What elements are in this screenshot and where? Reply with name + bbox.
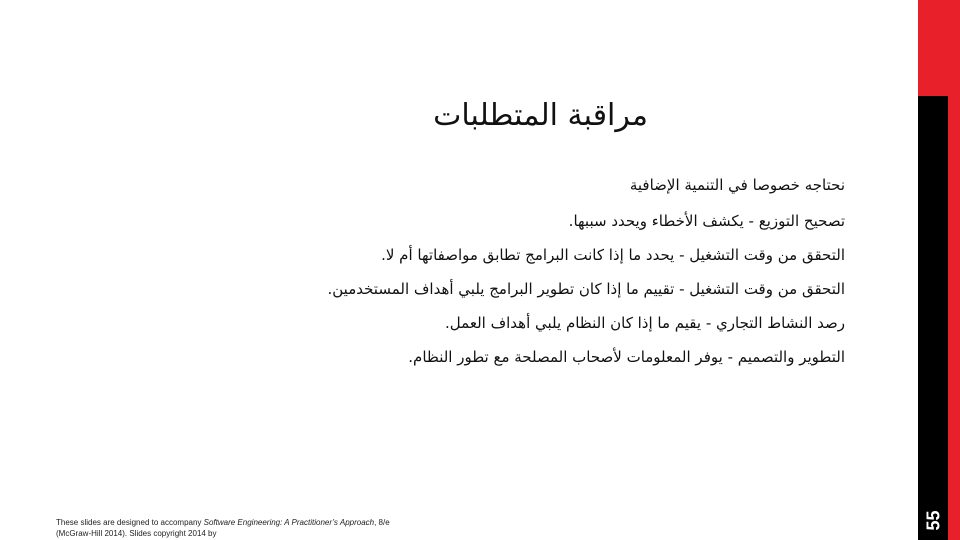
bullet-item: تصحيح التوزيع - يكشف الأخطاء ويحدد سببها.	[568, 212, 845, 230]
page-number-text: 55	[923, 509, 944, 531]
intro-text: نحتاجه خصوصا في التنمية الإضافية	[629, 176, 845, 194]
slide-body	[125, 176, 845, 380]
bullet-list	[125, 210, 845, 368]
footer-prefix: These slides are designed to accompany	[56, 518, 204, 527]
copyright-footer	[56, 517, 396, 539]
side-bar-red	[948, 0, 960, 540]
side-bar-accent	[918, 0, 948, 96]
bullet-item: رصد النشاط التجاري - يقيم ما إذا كان النظام يلبي أهداف العمل.	[445, 314, 845, 332]
bullet-item: التحقق من وقت التشغيل - تقييم ما إذا كان تطوير البرامج يلبي أهداف المستخدمين.	[327, 280, 845, 298]
bullet-item: التحقق من وقت التشغيل - يحدد ما إذا كانت البرامج تطابق مواصفاتها أم لا.	[381, 246, 845, 264]
footer-suffix: , 8/e (McGraw-Hill 2014). Slides copyright 2014 by	[56, 518, 390, 538]
bullet-item: التطوير والتصميم - يوفر المعلومات لأصحاب المصلحة مع تطور النظام.	[408, 348, 845, 366]
slide-title: مراقبة المتطلبات	[433, 98, 648, 134]
footer-book-title: Software Engineering: A Practitioner’s Approach	[203, 518, 375, 527]
page-number	[919, 500, 949, 540]
